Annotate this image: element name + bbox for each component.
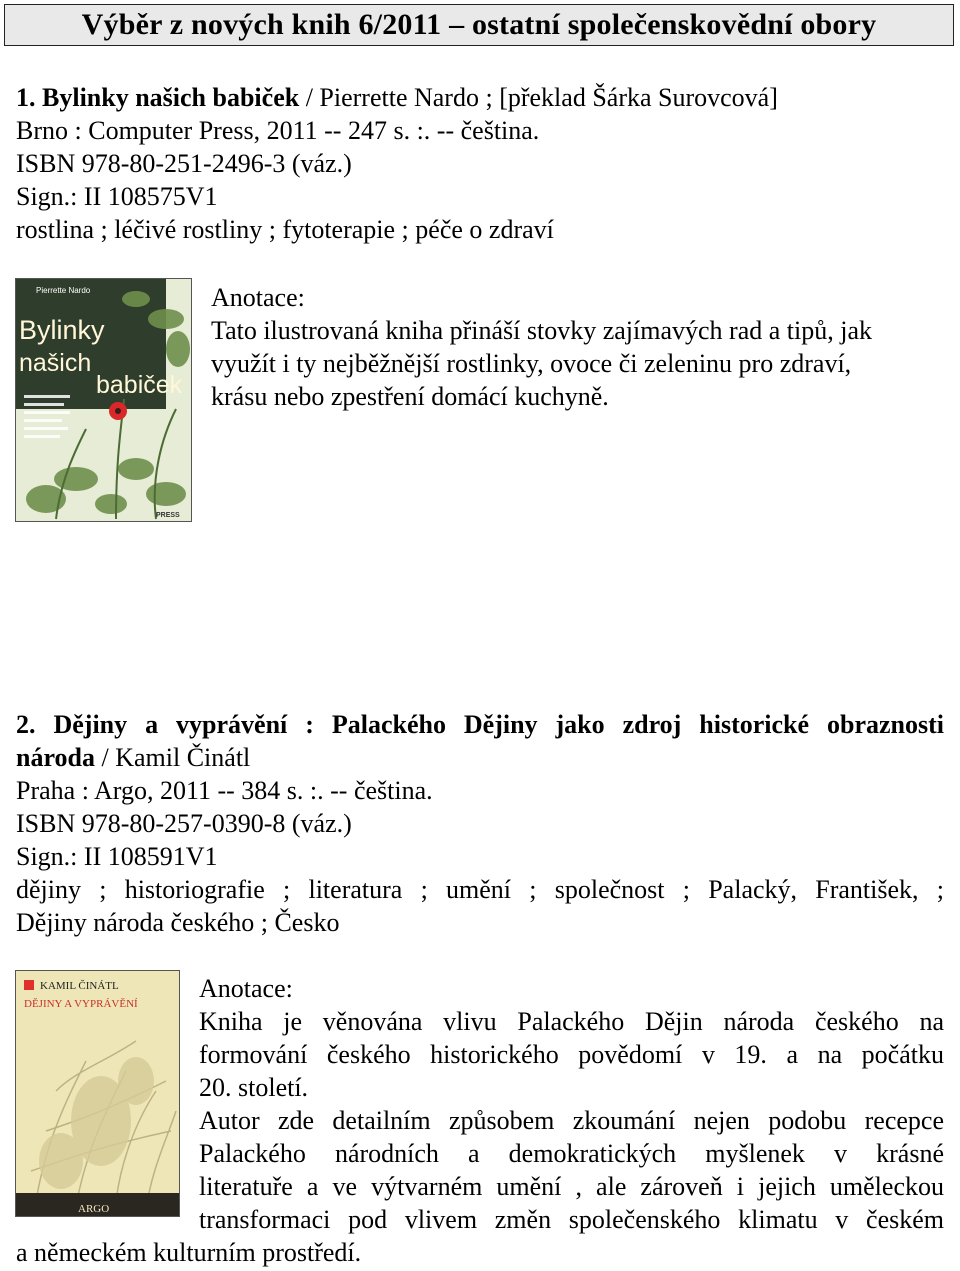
page-title-box: [4, 4, 954, 46]
book-1-cover-author: Pierrette Nardo: [36, 286, 91, 295]
book-2-annotation-line: Kniha je věnována vlivu Palackého Dějin národa českého na: [199, 1007, 944, 1036]
book-1-number: 1.: [16, 83, 36, 112]
book-2-annotation-line: formování českého historického povědomí v 19. a na počátku: [199, 1040, 944, 1069]
book-1-annotation-line: Tato ilustrovaná kniha přináší stovky zajímavých rad a tipů, jak: [211, 316, 873, 345]
book-2-annotation-line: Palackého národních a demokratických myšlenek v krásné: [199, 1139, 944, 1168]
book-1-responsibility: / Pierrette Nardo ; [překlad Šárka Surovcová]: [299, 83, 778, 112]
book-2-isbn: ISBN 978-80-257-0390-8 (váz.): [16, 809, 352, 838]
book-1-signature: Sign.: II 108575V1: [16, 182, 218, 211]
book-2-annotation-line: Autor zde detailním způsobem zkoumání nejen podobu recepce: [199, 1106, 944, 1135]
page-title: Výběr z nových knih 6/2011 – ostatní společenskovědní obory: [81, 8, 877, 41]
book-2-cover-author: KAMIL ČINÁTL: [40, 980, 119, 992]
book-1-cover-title-3: babiček: [96, 371, 183, 399]
book-2-annotation: [199, 972, 944, 1236]
book-1-imprint: Brno : Computer Press, 2011 -- 247 s. :. -- čeština.: [16, 116, 540, 145]
book-2-cover-publisher: ARGO: [78, 1203, 110, 1215]
book-2-subjects-line-2: Dějiny národa českého ; Česko: [16, 908, 340, 937]
book-1-subjects: rostlina ; léčivé rostliny ; fytoterapie ; péče o zdraví: [16, 215, 554, 244]
book-1-annotation-line: využít i ty nejběžnější rostlinky, ovoce či zeleninu pro zdraví,: [211, 349, 852, 378]
book-2-annotation-line: 20. století.: [199, 1073, 309, 1102]
book-1-heading: [16, 81, 778, 114]
book-2-number: 2.: [16, 710, 36, 739]
book-2-subjects-line-1: dějiny ; historiografie ; literatura ; umění ; společnost ; Palacký, František, ;: [16, 875, 944, 904]
book-2-cover-title: DĚJINY A VYPRÁVĚNÍ: [24, 998, 138, 1010]
book-2-annotation-label: Anotace:: [199, 974, 293, 1003]
book-1-cover-illustration: [16, 279, 192, 522]
book-1-annotation-label: Anotace:: [211, 283, 305, 312]
book-1-cover-title-1: Bylinky: [19, 315, 105, 345]
book-1-title: Bylinky našich babiček: [42, 83, 300, 112]
book-1-annotation-line: krásu nebo zpestření domácí kuchyně.: [211, 382, 609, 411]
book-2-annotation-last-line: a německém kulturním prostředí.: [16, 1238, 362, 1267]
book-1-annotation: [211, 281, 944, 413]
book-2-signature: Sign.: II 108591V1: [16, 842, 218, 871]
book-2-heading-line-2: [16, 741, 250, 774]
book-1-cover-title-2: našich: [19, 349, 92, 377]
book-2-title-line-2: národa: [16, 743, 95, 772]
book-2-heading-line-1: [16, 708, 944, 741]
book-2-annotation-line: literatuře a ve výtvarném umění , ale zároveň i jejich uměleckou: [199, 1172, 944, 1201]
book-2-title-line-1: Dějiny a vyprávění : Palackého Dějiny jako zdroj historické obraznosti: [53, 710, 945, 739]
book-1-isbn: ISBN 978-80-251-2496-3 (váz.): [16, 149, 352, 178]
book-1-cover-image: [15, 278, 192, 522]
book-2-responsibility: / Kamil Činátl: [95, 743, 251, 772]
book-2-annotation-line: transformaci pod vlivem změn společenského klimatu v českém: [199, 1205, 944, 1234]
book-2-imprint: Praha : Argo, 2011 -- 384 s. :. -- čeština.: [16, 776, 433, 805]
book-2-cover-image: [15, 970, 180, 1217]
book-2-cover-illustration: [16, 971, 180, 1217]
book-1-cover-publisher: PRESS: [156, 512, 180, 519]
